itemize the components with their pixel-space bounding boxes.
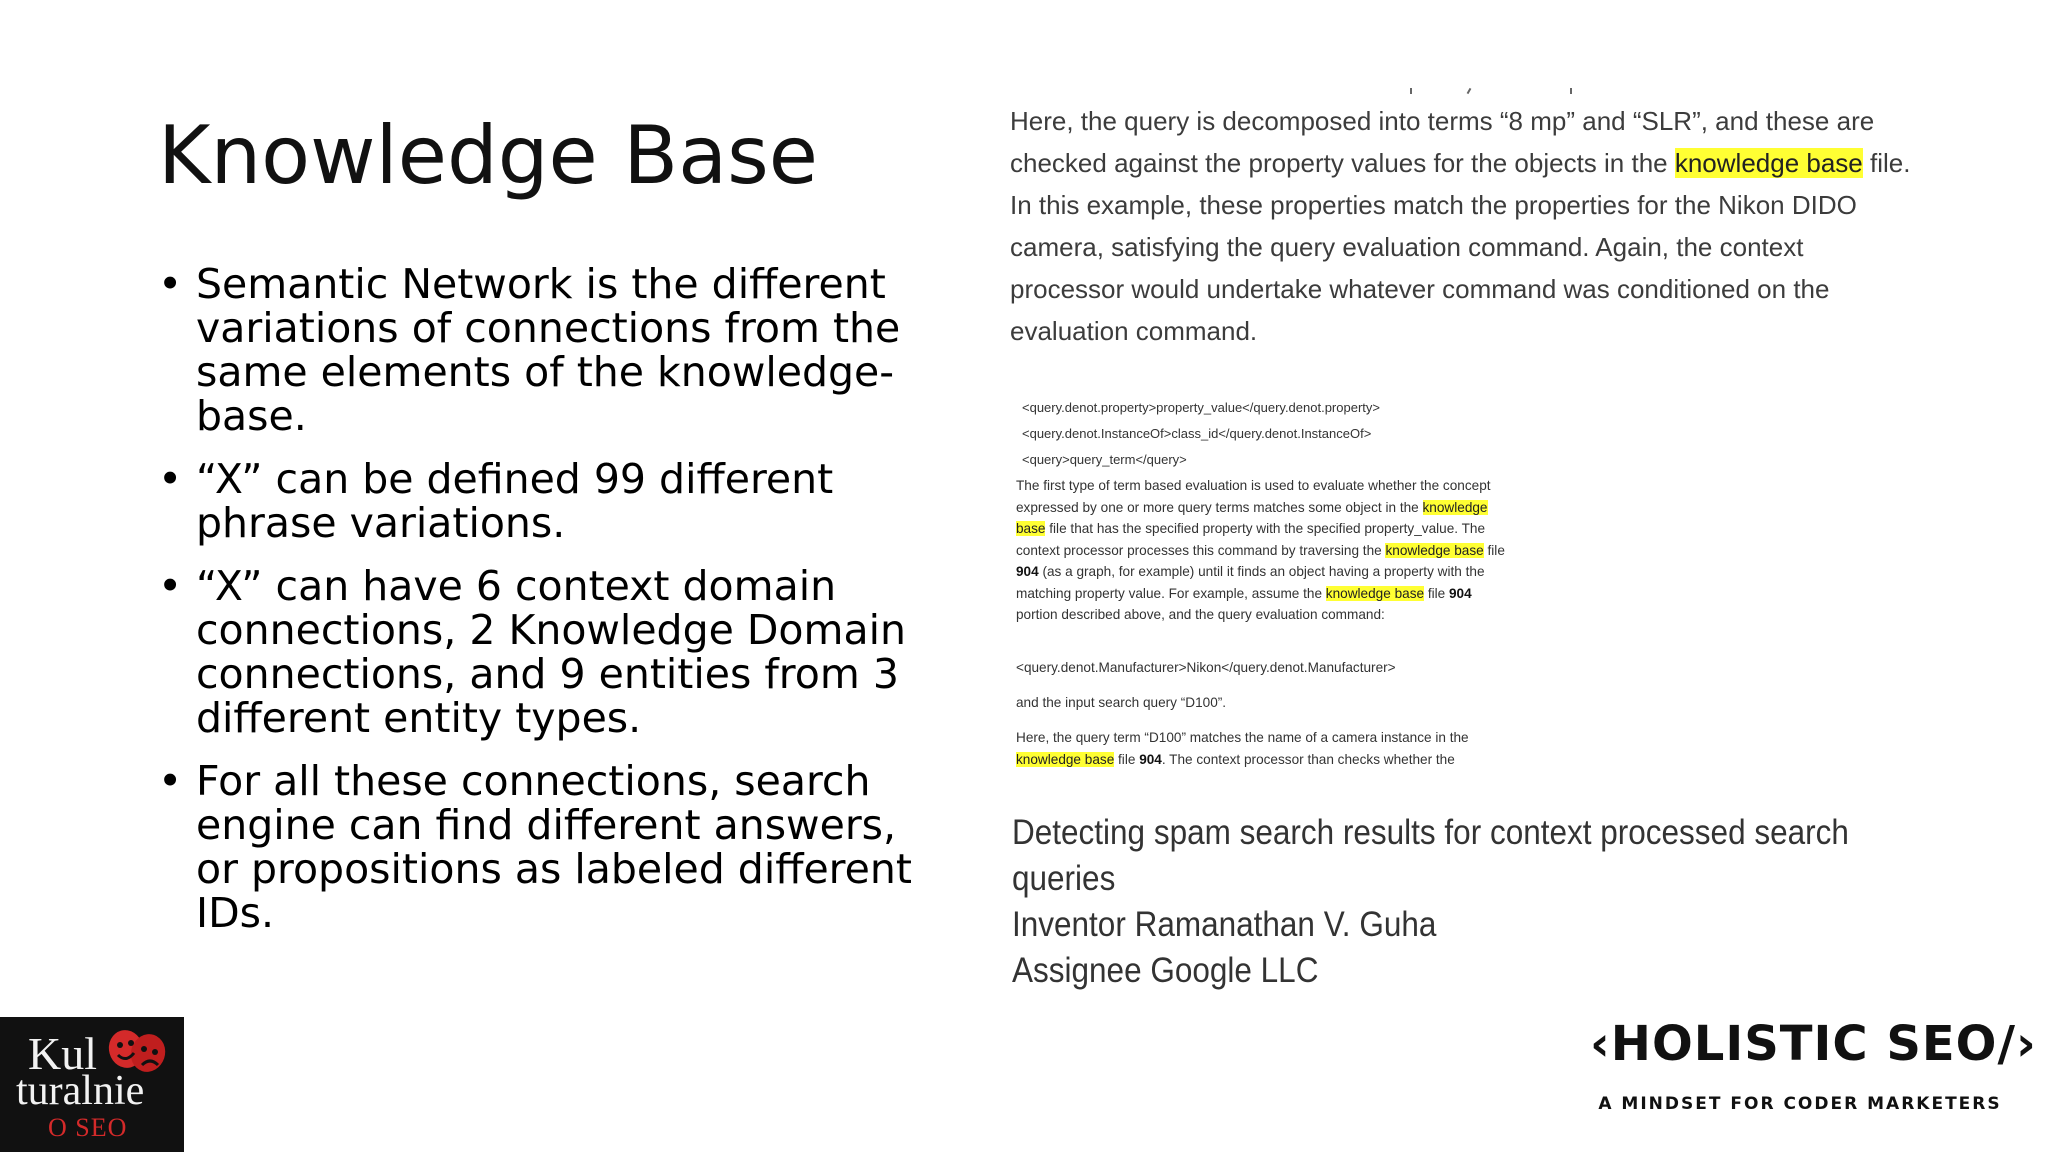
excerpt-text: portion described above, and the query evaluation command: [1016,607,1385,622]
excerpt-text: file. In this example, these properties match the properties for the Nikon DIDO camera, satisfying the query evaluation command. Again, the context processor would undertake whatever command was conditioned on the evaluation command. [1010,148,1911,346]
tick-mark [1570,88,1572,94]
code-line: <query.denot.InstanceOf>class_id</query.denot.InstanceOf> [1022,426,1372,441]
patent-paragraph-term-evaluation [1016,475,1516,626]
bullet-item [158,759,938,935]
excerpt-text: Here, the query is decomposed into terms “8 mp” and “SLR”, and these are checked against the property values for the objects in the [1010,106,1875,178]
logo-text: O SEO [48,1113,128,1142]
patent-code-line-manufacturer: <query.denot.Manufacturer>Nikon</query.denot.Manufacturer> [1016,660,1396,675]
patent-caption [1012,810,1912,994]
reference-number: 904 [1448,585,1472,601]
excerpt-text: file that has the specified property with the specified property_value. The context processor processes this command by traversing the [1016,521,1486,558]
reference-number: 904 [1016,564,1039,579]
patent-paragraph-input-query: and the input search query “D100”. [1016,695,1227,710]
highlight-knowledge-base: knowledge base [1016,751,1115,767]
holistic-seo-tagline: A MINDSET FOR CODER MARKETERS [1598,1094,2002,1114]
code-line: <query>query_term</query> [1022,452,1187,467]
bullet-dot: • [158,757,183,805]
patent-paragraph-term-match [1016,727,1516,770]
patent-code-block [1022,395,1482,473]
highlight-knowledge-base: knowledge base [1385,542,1484,558]
bullet-text: “X” can have 6 context domain connections, 2 Knowledge Domain connections, and 9 entities from 3 different entity types. [196,562,906,742]
holistic-seo-brand: ‹HOLISTIC SEO/› [1590,1016,2037,1072]
excerpt-text: file [1424,585,1449,601]
highlight-knowledge-base: knowledge base [1016,499,1488,536]
bullet-dot: • [158,455,183,503]
code-line: <query.denot.property>property_value</query.denot.property> [1022,400,1380,415]
reference-number: 904 [1139,751,1162,767]
kulturalnie-o-seo-logo [0,1017,184,1152]
patent-assignee: Assignee Google LLC [1012,951,1319,990]
bullet-list [158,262,938,954]
excerpt-text: . The context processor than checks whether the [1161,751,1455,767]
excerpt-text: file [1114,751,1140,767]
bullet-item [158,564,938,740]
cropped-text-remnant [1410,88,1590,96]
tick-mark [1410,88,1412,94]
bullet-dot: • [158,562,183,610]
bullet-text: “X” can be defined 99 different phrase variations. [196,455,834,547]
logo-text: turalnie [16,1068,145,1114]
bullet-item [158,457,938,545]
bullet-text: Semantic Network is the different variations of connections from the same elements of the knowledge-base. [196,260,901,440]
highlight-knowledge-base: knowledge base [1674,148,1863,178]
slide-title: Knowledge Base [158,109,818,202]
excerpt-text: The first type of term based evaluation is used to evaluate whether the concept expressed by one or more query terms matches some object in the [1016,478,1491,515]
patent-title: Detecting spam search results for context processed search queries [1012,813,1849,898]
patent-excerpt-paragraph [1010,100,1920,352]
tick-mark [1467,88,1472,94]
bullet-item [158,262,938,438]
excerpt-text: file [1483,542,1505,558]
bullet-dot: • [158,260,183,308]
patent-inventor: Inventor Ramanathan V. Guha [1012,905,1437,944]
theater-masks-icon [104,1027,170,1077]
excerpt-text: (as a graph, for example) until it finds an object having a property with the matching property value. For example, assume the [1016,564,1485,601]
highlight-knowledge-base: knowledge base [1325,585,1425,601]
logo-text: Kul [28,1028,97,1079]
bullet-text: For all these connections, search engine can find different answers, or propositions as labeled different IDs. [196,757,912,937]
holistic-seo-logo [1580,1010,2037,1130]
excerpt-text: Here, the query term “D100” matches the name of a camera instance in the [1016,730,1469,745]
